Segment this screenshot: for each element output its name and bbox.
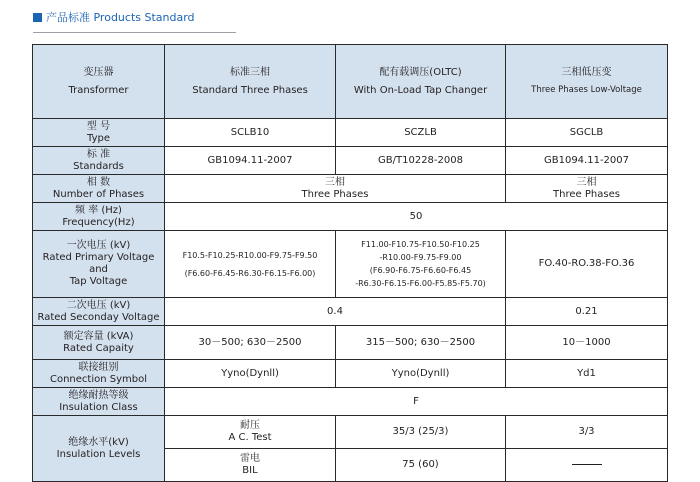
header-standard-three-phases: 标准三相 Standard Three Phases: [165, 45, 336, 119]
table-cell: 10－1000: [506, 326, 668, 360]
table-cell: 三相 Three Phases: [506, 175, 668, 203]
bullet-square-icon: [33, 13, 42, 22]
section-heading: [33, 9, 195, 25]
table-cell: Yyno(Dynll): [336, 360, 506, 388]
table-cell: F10.5-F10.25-R10.00-F9.75-F9.50 (F6.60-F6.45-R6.30-F6.15-F6.00): [165, 231, 336, 298]
phases-label: 相 数 Number of Phases: [33, 175, 165, 203]
connection-label: 联接组别 Connection Symbol: [33, 360, 165, 388]
bil-label: 雷电 BIL: [165, 449, 336, 482]
table-cell: SCLB10: [165, 119, 336, 147]
table-row: [33, 231, 668, 298]
table-cell: Yyno(Dynll): [165, 360, 336, 388]
table-row: [33, 326, 668, 360]
table-cell: 75 (60): [336, 449, 506, 482]
header-transformer: 变压器 Transformer: [33, 45, 165, 119]
table-header-row: [33, 45, 668, 119]
table-cell: 0.21: [506, 298, 668, 326]
table-row: [33, 298, 668, 326]
heading-underline: [33, 32, 236, 33]
standards-label: 标 准 Standards: [33, 147, 165, 175]
type-label: 型 号 Type: [33, 119, 165, 147]
secondary-voltage-label: 二次电压 (kV) Rated Seconday Voltage: [33, 298, 165, 326]
table-row: [33, 416, 668, 449]
table-cell: SGCLB: [506, 119, 668, 147]
table-row: [33, 360, 668, 388]
header-low-voltage: 三相低压变 Three Phases Low-Voltage: [506, 45, 668, 119]
table-cell: 0.4: [165, 298, 506, 326]
table-cell: GB/T10228-2008: [336, 147, 506, 175]
products-standard-table: [32, 44, 668, 482]
insulation-levels-label: 绝缘水平(kV) Insulation Levels: [33, 416, 165, 482]
section-title: 产品标准 Products Standard: [46, 11, 195, 24]
dash-placeholder: [572, 464, 602, 465]
capacity-label: 额定容量 (kVA) Rated Capaity: [33, 326, 165, 360]
table-cell: FO.40-RO.38-FO.36: [506, 231, 668, 298]
table-cell: Yd1: [506, 360, 668, 388]
header-oltc: 配有载调压(OLTC) With On-Load Tap Changer: [336, 45, 506, 119]
frequency-label: 频 率 (Hz) Frequency(Hz): [33, 203, 165, 231]
table-cell: SCZLB: [336, 119, 506, 147]
table-row: [33, 388, 668, 416]
table-cell: GB1094.11-2007: [506, 147, 668, 175]
table-cell: 3/3: [506, 416, 668, 449]
table-cell: 35/3 (25/3): [336, 416, 506, 449]
primary-voltage-label: 一次电压 (kV) Rated Primary Voltage and Tap Voltage: [33, 231, 165, 298]
table-cell: GB1094.11-2007: [165, 147, 336, 175]
table-cell: 30－500; 630－2500: [165, 326, 336, 360]
table-row: [33, 203, 668, 231]
table-cell: 三相 Three Phases: [165, 175, 506, 203]
table-cell: 315－500; 630－2500: [336, 326, 506, 360]
ac-test-label: 耐压 A C. Test: [165, 416, 336, 449]
insulation-class-label: 绝缘耐热等级 Insulation Class: [33, 388, 165, 416]
table-cell: F: [165, 388, 668, 416]
table-row: [33, 147, 668, 175]
table-row: [33, 175, 668, 203]
table-row: [33, 119, 668, 147]
table-cell: F11.00-F10.75-F10.50-F10.25 -R10.00-F9.75-F9.00 (F6.90-F6.75-F6.60-F6.45 -R6.30-F6.15-F6.00-F5.85-F5.70): [336, 231, 506, 298]
table-cell: 50: [165, 203, 668, 231]
